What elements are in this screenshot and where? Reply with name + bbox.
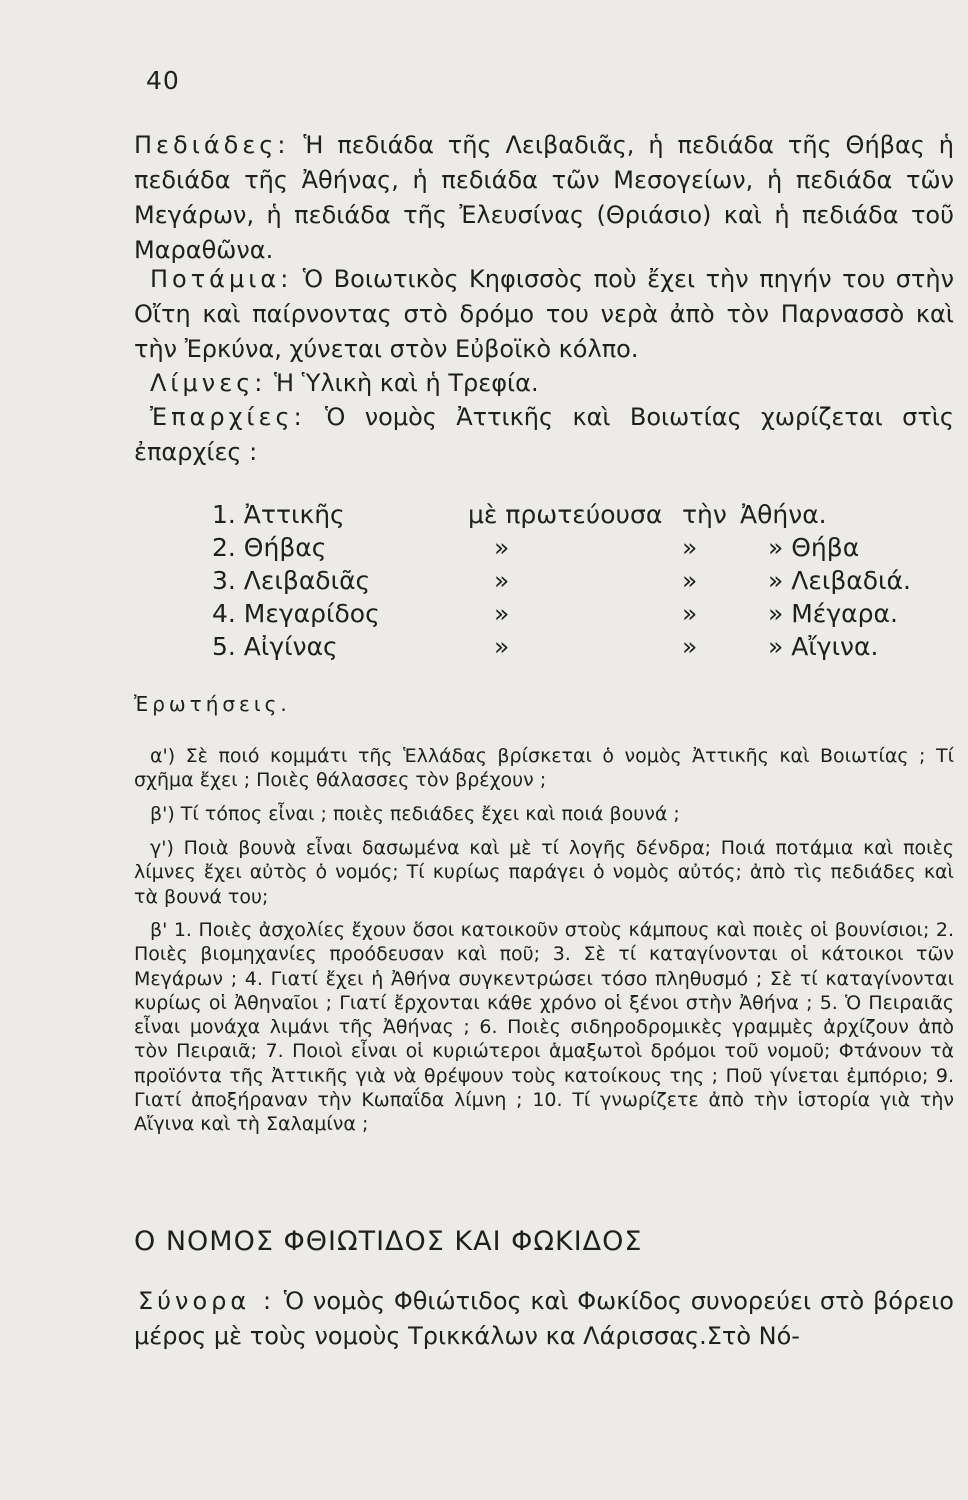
rivers-paragraph bbox=[134, 262, 954, 367]
province-article: » bbox=[682, 566, 698, 595]
province-article: τὴν bbox=[682, 500, 727, 529]
borders-text: Ὁ νομὸς Φθιώτιδος καὶ Φωκίδος συνορεύει στὸ βόρειο μέρος μὲ τοὺς νομοὺς Τρικκάλων κα Λάρισσας.Στὸ Νό- bbox=[134, 1287, 954, 1350]
provinces-label: Ἐπαρχίες: bbox=[150, 403, 306, 431]
plains-text: Ἡ πεδιάδα τῆς Λειβαδιᾶς, ἡ πεδιάδα τῆς Θήβας ἡ πεδιάδα τῆς Ἀθήνας, ἡ πεδιάδα τῶν Μεσογείων, ἡ πεδιάδα τῶν Μεγάρων, ἡ πεδιάδα τῆς Ἐλευσίνας (Θριάσιο) καὶ ἡ πεδιάδα τοῦ Μαραθῶνα. bbox=[134, 131, 954, 264]
provinces-paragraph bbox=[134, 400, 954, 470]
rivers-text: Ὁ Βοιωτικὸς Κηφισσὸς ποὺ ἔχει τὴν πηγήν του στὴν Οἴτη καὶ παίρνοντας στὸ δρόμο του νερὰ ἀπὸ τὸν Παρνασσὸ καὶ τὴν Ἐρκύνα, χύνεται στὸν Εὐβοϊκὸ κόλπο. bbox=[134, 265, 954, 363]
question-b-text: β') Τί τόπος εἶναι ; ποιὲς πεδιάδες ἔχει καὶ ποιά βουνά ; bbox=[150, 803, 680, 825]
province-capital: » Θήβα bbox=[768, 533, 860, 562]
province-capital: » Αἴγινα. bbox=[768, 632, 879, 661]
section-title: Ο ΝΟΜΟΣ ΦΘΙΩΤΙΔΟΣ ΚΑΙ ΦΩΚΙΔΟΣ bbox=[134, 1226, 643, 1257]
province-connector: » bbox=[494, 632, 510, 661]
question-a-text: α') Σὲ ποιό κομμάτι τῆς Ἑλλάδας βρίσκεται ὁ νομὸς Ἀττικῆς καὶ Βοιωτίας ; Τί σχῆμα ἔχει ; Ποιὲς θάλασσες τὸν βρέχουν ; bbox=[134, 745, 954, 792]
province-name: 5. Αἰγίνας bbox=[212, 632, 338, 661]
province-row bbox=[212, 531, 911, 564]
rivers-label: Ποτάμια: bbox=[150, 265, 293, 293]
province-article: » bbox=[682, 533, 698, 562]
plains-paragraph bbox=[134, 128, 954, 268]
question-c bbox=[134, 836, 954, 909]
province-row bbox=[212, 564, 911, 597]
province-row bbox=[212, 498, 911, 531]
province-row bbox=[212, 597, 911, 630]
province-capital: Ἀθήνα. bbox=[740, 500, 827, 529]
province-connector: » bbox=[494, 599, 510, 628]
province-name: 3. Λειβαδιᾶς bbox=[212, 566, 371, 595]
borders-label: Σύνορα : bbox=[138, 1287, 276, 1315]
province-capital: » Μέγαρα. bbox=[768, 599, 898, 628]
borders-paragraph bbox=[134, 1284, 954, 1354]
lakes-text: Ἡ Ὑλικὴ καὶ ἡ Τρεφία. bbox=[266, 369, 539, 397]
province-row bbox=[212, 630, 911, 663]
provinces-text: Ὁ νομὸς Ἀττικῆς καὶ Βοιωτίας χωρίζεται στὶς ἐπαρχίες : bbox=[134, 403, 954, 466]
province-connector: » bbox=[494, 533, 510, 562]
page-number: 40 bbox=[146, 66, 180, 95]
province-name: 1. Ἀττικῆς bbox=[212, 500, 345, 529]
question-d-text: β' 1. Ποιὲς ἀσχολίες ἔχουν ὅσοι κατοικοῦν στοὺς κάμπους καὶ ποιὲς οἱ βουνίσιοι; 2. Ποιὲς βιομηχανίες προόδευσαν καὶ ποῦ; 3. Σὲ τί καταγίνονται οἱ κάτοικοι τῶν Μεγάρων ; 4. Γιατί ἔχει ἡ Ἀθήνα συγκεντρώσει τόσο πληθυσμό ; Σὲ τί καταγίνονται κυρίως οἱ Ἀθηναῖοι ; Γιατί ἔρχονται κάθε χρόνο οἱ ξένοι στὴν Ἀθήνα ; 5. Ὁ Πειραιᾶς εἶναι μονάχα λιμάνι τῆς Ἀθήνας ; 6. Ποιὲς σιδηροδρομικὲς γραμμὲς ἀρχίζουν ἀπὸ τὸν Πειραιᾶ; 7. Ποιοὶ εἶναι οἱ κυριώτεροι ἁμαξωτοὶ δρόμοι τοῦ νομοῦ; Φτάνουν τὰ προϊόντα τῆς Ἀττικῆς γιὰ νὰ θρέψουν τοὺς κατοίκους της ; Ποῦ γίνεται ἐμπόριο; 9. Γιατί ἀποξήραναν τὴν Κωπαΐδα λίμνη ; 10. Τί γνωρίζετε ἀπὸ τὴν ἱστορία γιὰ τὴν Αἴγινα καὶ τὴ Σαλαμίνα ; bbox=[134, 919, 954, 1136]
question-a bbox=[134, 744, 954, 793]
province-name: 2. Θήβας bbox=[212, 533, 327, 562]
questions-heading: Ἐρωτήσεις. bbox=[134, 692, 291, 716]
question-d bbox=[134, 918, 954, 1137]
lakes-label: Λίμνες: bbox=[150, 369, 267, 397]
province-connector: » bbox=[494, 566, 510, 595]
province-connector: μὲ πρωτεύουσα bbox=[468, 500, 663, 529]
lakes-paragraph bbox=[134, 366, 954, 401]
provinces-list bbox=[212, 498, 911, 663]
question-c-text: γ') Ποιὰ βουνὰ εἶναι δασωμένα καὶ μὲ τί λογῆς δένδρα; Ποιά ποτάμια καὶ ποιὲς λίμνες ἔχει αὐτὸς ὁ νομός; Τί κυρίως παράγει ὁ νομὸς αὐτός; ἀπὸ τὶς πεδιάδες καὶ τὰ βουνά του; bbox=[134, 837, 954, 908]
province-name: 4. Μεγαρίδος bbox=[212, 599, 380, 628]
plains-label: Πεδιάδες: bbox=[134, 131, 290, 159]
province-article: » bbox=[682, 632, 698, 661]
question-b bbox=[134, 802, 954, 826]
province-article: » bbox=[682, 599, 698, 628]
province-capital: » Λειβαδιά. bbox=[768, 566, 911, 595]
